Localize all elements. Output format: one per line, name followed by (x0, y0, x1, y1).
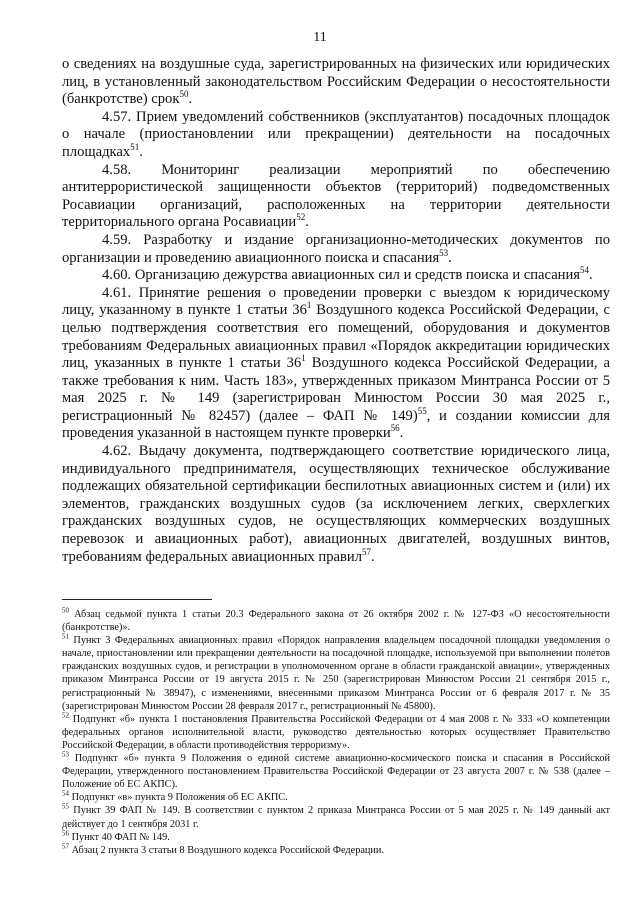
paragraph-4-57: 4.57. Прием уведомлений собственников (эксплуатантов) посадочных площадок о начале (приостановлении или прекращении) деятельности на посадочных площадках$^{51}$. (62, 108, 610, 160)
footnote-52 (62, 713, 610, 752)
footnote-50 (62, 608, 610, 634)
footnote-ref[interactable]: 50 (179, 89, 189, 100)
page-number: 11 (313, 30, 327, 45)
paragraph-text: о сведениях на воздушные суда, зарегистрированных на физических или юридических лиц, в установленный законодательством Российским Федерации о несостоятельности (банкротстве) срок (62, 56, 610, 108)
footnote-ref[interactable]: 51 (130, 142, 140, 153)
footnote-56 (62, 831, 610, 844)
footnote-ref[interactable]: 56 (390, 423, 400, 434)
footnote-number: 51 (62, 632, 69, 641)
paragraph-text: 4.61. Принятие решения о проведении проверки с выездом к юридическому лицу, указанному в пункте 1 статьи 36 (62, 284, 610, 319)
footnote-number: 50 (62, 606, 69, 615)
footnotes-block (62, 608, 610, 857)
footnote-number: 52 (62, 711, 69, 720)
footnote-number: 56 (62, 829, 69, 838)
footnote-text: Пункт 39 ФАП № 149. В соответствии с пунктом 2 приказа Минтранса России от 5 мая 2025 г. № 149 данный акт действует до 1 сентября 2031 г. (62, 805, 610, 830)
footnote-55 (62, 804, 610, 830)
footnote-text: Пункт 3 Федеральных авиационных правил «Порядок направления владельцем посадочной площадки уведомления о начале, приостановлении или прекращении деятельности на посадочной площадке, используемой при выполнении полетов гражданских воздушных судов, и регистрации в уполномоченном органе в области гражданской авиации», утвержденных приказом Минтранса России от 19 августа 2015 г. № 250 (зарегистрирован Минюстом России 21 сентября 2015 г., регистрационный № 38947), с изменениями, внесенными приказом Минтранса России от 6 февраля 2017 г. № 35 (зарегистрирован Минюстом России 28 февраля 2017 г., регистрационный № 45800). (62, 635, 610, 712)
footnote-53 (62, 752, 610, 791)
footnote-54 (62, 791, 610, 804)
footnote-ref[interactable]: 52 (296, 212, 306, 223)
footnote-ref[interactable]: 57 (362, 546, 371, 557)
paragraph-text: 4.58. Мониторинг реализации мероприятий по обеспечению антитеррористической защищенности объектов (территорий) подведомственных Росавиации организаций, расположенных на территории деятельности территориального органа Росавиации (62, 161, 610, 231)
paragraph-text: Воздушного кодекса Российской Федерации, с целью подтверждения соответствия его помещений, оборудования и документов требованиям Федеральных авиационных правил «Порядок аккредитации юридических лиц, указанных в пункте 1 статьи 36 (62, 302, 611, 372)
footnote-number: 57 (62, 842, 69, 851)
footnote-text: Подпункт «б» пункта 1 постановления Правительства Российской Федерации от 4 мая 2008 г. № 333 «О компетенции федеральных органов исполнительной власти, руководство деятельностью которых осуществляет Правительство Российской Федерации, в области противодействия терроризму». (62, 713, 610, 751)
paragraph-text: 4.59. Разработку и издание организационно-методических документов по организации и проведению авиационного поиска и спасания (62, 231, 610, 266)
paragraph-continuation: о сведениях на воздушные суда, зарегистрированных на физических или юридических лиц, в установленный законодательством Российским Федерации о несостоятельности (банкротстве) срок$^{50}$. (62, 56, 610, 108)
paragraph-4-58: 4.58. Мониторинг реализации мероприятий по обеспечению антитеррористической защищенности объектов (территорий) подведомственных Росавиации организаций, расположенных на территории деятельности территориального органа Росавиации$^{52}$. (62, 161, 610, 231)
footnote-ref[interactable]: 54 (580, 265, 590, 276)
article-superscript: 1 (301, 353, 306, 364)
main-text (62, 56, 610, 566)
footnote-text: Абзац 2 пункта 3 статьи 8 Воздушного кодекса Российской Федерации. (71, 844, 385, 856)
footnote-ref[interactable]: 53 (439, 247, 449, 258)
footnote-text: Подпункт «в» пункта 9 Положения об ЕС АКПС. (71, 792, 288, 804)
paragraph-4-62: 4.62. Выдачу документа, подтверждающего соответствие юридического лица, индивидуального предпринимателя, осуществляющих техническое обслуживание подлежащих обязательной сертификации беспилотных авиационных систем и (или) их элементов, гражданских воздушных судов (за исключением легких, сверхлегких гражданских воздушных судов, не осуществляющих коммерческих воздушных перевозок и авиационных работ), авиационных двигателей, воздушных винтов, требованиям федеральных авиационных правил$^{57}$. (62, 443, 610, 565)
paragraph-text: 4.60. Организацию дежурства авиационных сил и средств поиска и спасания (102, 267, 581, 284)
footnote-ref[interactable]: 55 (417, 406, 427, 417)
footnote-separator (62, 599, 212, 600)
footnote-number: 54 (62, 789, 69, 798)
paragraph-text: 4.62. Выдачу документа, подтверждающего соответствие юридического лица, индивидуального предпринимателя, осуществляющих техническое обслуживание подлежащих обязательной сертификации беспилотных авиационных систем и (или) их элементов, гражданских воздушных судов (за исключением легких, сверхлегких гражданских воздушных судов, не осуществляющих коммерческих воздушных перевозок и авиационных работ), авиационных двигателей, воздушных винтов, требованиям федеральных авиационных правил (62, 443, 610, 565)
footnote-text: Пункт 40 ФАП № 149. (71, 831, 170, 843)
paragraph-text: , и создании комиссии для проведения указанной в настоящем пункте проверки (62, 407, 611, 442)
paragraph-4-59: 4.59. Разработку и издание организационно-методических документов по организации и проведению авиационного поиска и спасания$^{53}$. (62, 231, 610, 266)
footnote-number: 55 (62, 802, 69, 811)
paragraph-4-61: 4.61. Принятие решения о проведении проверки с выездом к юридическому лицу, указанному в пункте 1 статьи $36^1$ Воздушного кодекса Российской Федерации, с целью подтверждения соответствия его помещений, оборудования и документов требованиям Федеральных авиационных правил «Порядок аккредитации юридических лиц, указанных в пункте 1 статьи $36^1$ Воздушного кодекса Российской Федерации, а также требования к ним. Часть 183», утвержденных приказом Минтранса России от 5 мая 2025 г. № 149 (зарегистрирован Минюстом России 30 мая 2025 г., регистрационный № 82457) (далее – ФАП № 149)$^{55}$, и создании комиссии для проведения указанной в настоящем пункте проверки$^{56}$. (62, 284, 611, 442)
footnote-57 (62, 844, 610, 857)
paragraph-text: 4.57. Прием уведомлений собственников (эксплуатантов) посадочных площадок о начале (приостановлении или прекращении) деятельности на посадочных площадках (62, 108, 610, 160)
footnote-text: Абзац седьмой пункта 1 статьи 20.3 Федерального закона от 26 октября 2002 г. № 127-ФЗ «О несостоятельности (банкротстве)». (62, 609, 610, 634)
footnote-number: 53 (62, 750, 69, 759)
paragraph-4-60: 4.60. Организацию дежурства авиационных сил и средств поиска и спасания$^{54}$. (102, 265, 593, 284)
footnote-51 (62, 634, 610, 713)
article-superscript: 1 (306, 300, 312, 311)
footnote-text: Подпункт «б» пункта 9 Положения о единой системе авиационно-космического поиска и спасания в Российской Федерации, утвержденного постановлением Правительства Российской Федерации от 23 августа 2007 г. № 538 (далее – Положение об ЕС АКПС). (62, 753, 610, 791)
paragraph-text: Воздушного кодекса Российской Федерации, а также требования к ним. Часть 183», утвержденных приказом Минтранса России от 5 мая 2025 г. № 149 (зарегистрирован Минюстом России 30 мая 2025 г., регистрационный № 82457) (далее – ФАП № 149) (62, 355, 610, 424)
